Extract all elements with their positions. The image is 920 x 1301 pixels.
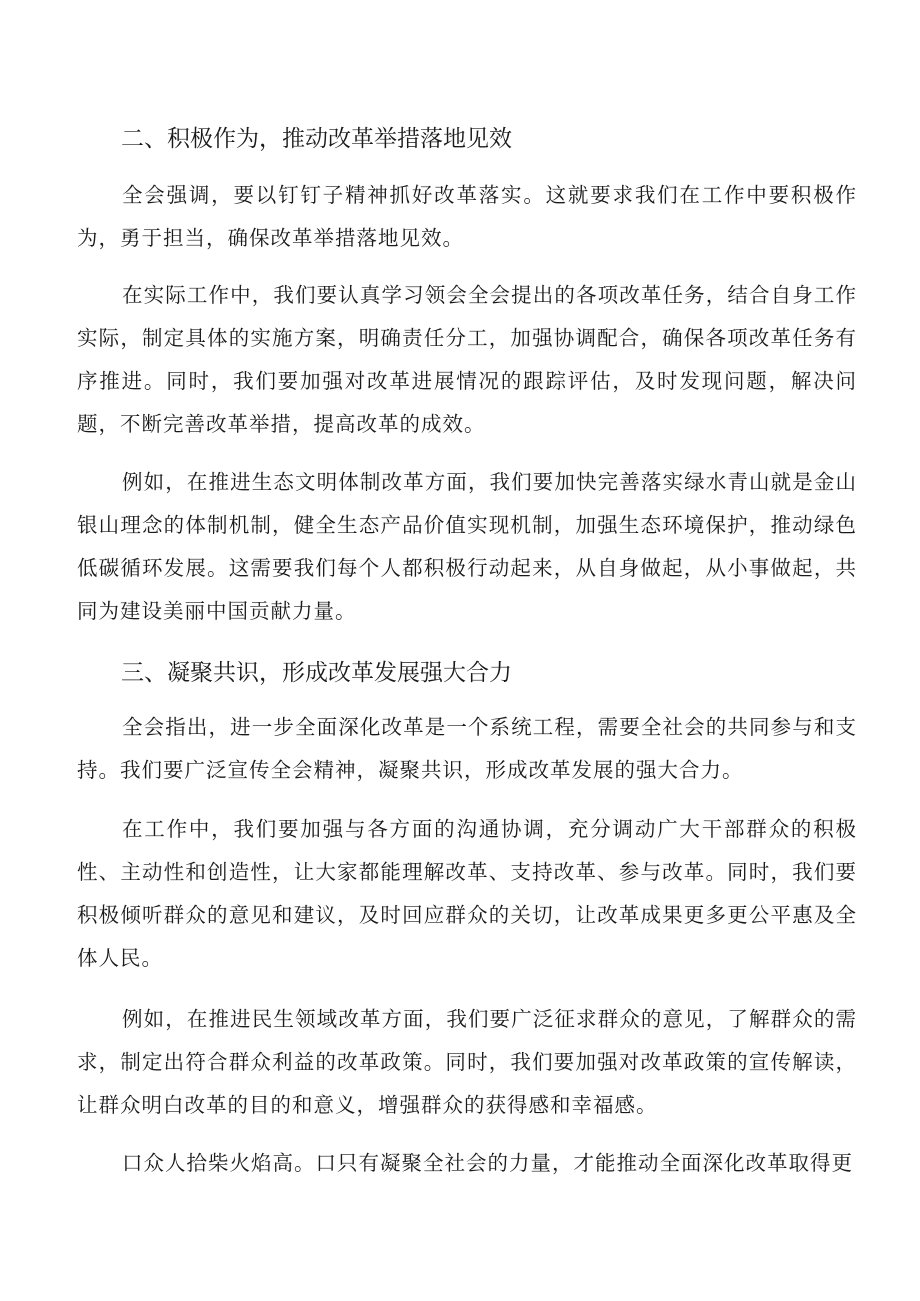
section-3-paragraph-3: 例如，在推进民生领域改革方面，我们要广泛征求群众的意见，了解群众的需求，制定出符合群众利益的改革政策。同时，我们要加强对改革政策的宣传解读，让群众明白改革的目的和意义，增强群众的获得感和幸福感。	[77, 1007, 857, 1117]
section-3-paragraph-1: 全会指出，进一步全面深化改革是一个系统工程，需要全社会的共同参与和支持。我们要广泛宣传全会精神，凝聚共识，形成改革发展的强大合力。	[77, 715, 857, 782]
section-2-paragraph-2: 在实际工作中，我们要认真学习领会全会提出的各项改革任务，结合自身工作实际，制定具体的实施方案，明确责任分工，加强协调配合，确保各项改革任务有序推进。同时，我们要加强对改革进展情况的跟踪评估，及时发现问题，解决问题，不断完善改革举措，提高改革的成效。	[77, 283, 857, 436]
section-3-paragraph-4: 口众人拾柴火焰高。口只有凝聚全社会的力量，才能推动全面深化改革取得更	[122, 1151, 853, 1175]
section-3-heading: 三、凝聚共识，形成改革发展强大合力	[121, 660, 512, 686]
section-2-paragraph-1: 全会强调，要以钉钉子精神抓好改革落实。这就要求我们在工作中要积极作为，勇于担当，确保改革举措落地见效。	[77, 183, 857, 250]
section-3-paragraph-2: 在工作中，我们要加强与各方面的沟通协调，充分调动广大干部群众的积极性、主动性和创造性，让大家都能理解改革、支持改革、参与改革。同时，我们要积极倾听群众的意见和建议，及时回应群众的关切，让改革成果更多更公平惠及全体人民。	[77, 817, 857, 970]
section-2-heading: 二、积极作为，推动改革举措落地见效	[121, 126, 512, 152]
section-2-paragraph-3: 例如，在推进生态文明体制改革方面，我们要加快完善落实绿水青山就是金山银山理念的体制机制，健全生态产品价值实现机制，加强生态环境保护，推动绿色低碳循环发展。这需要我们每个人都积极行动起来，从自身做起，从小事做起，共同为建设美丽中国贡献力量。	[77, 470, 857, 623]
